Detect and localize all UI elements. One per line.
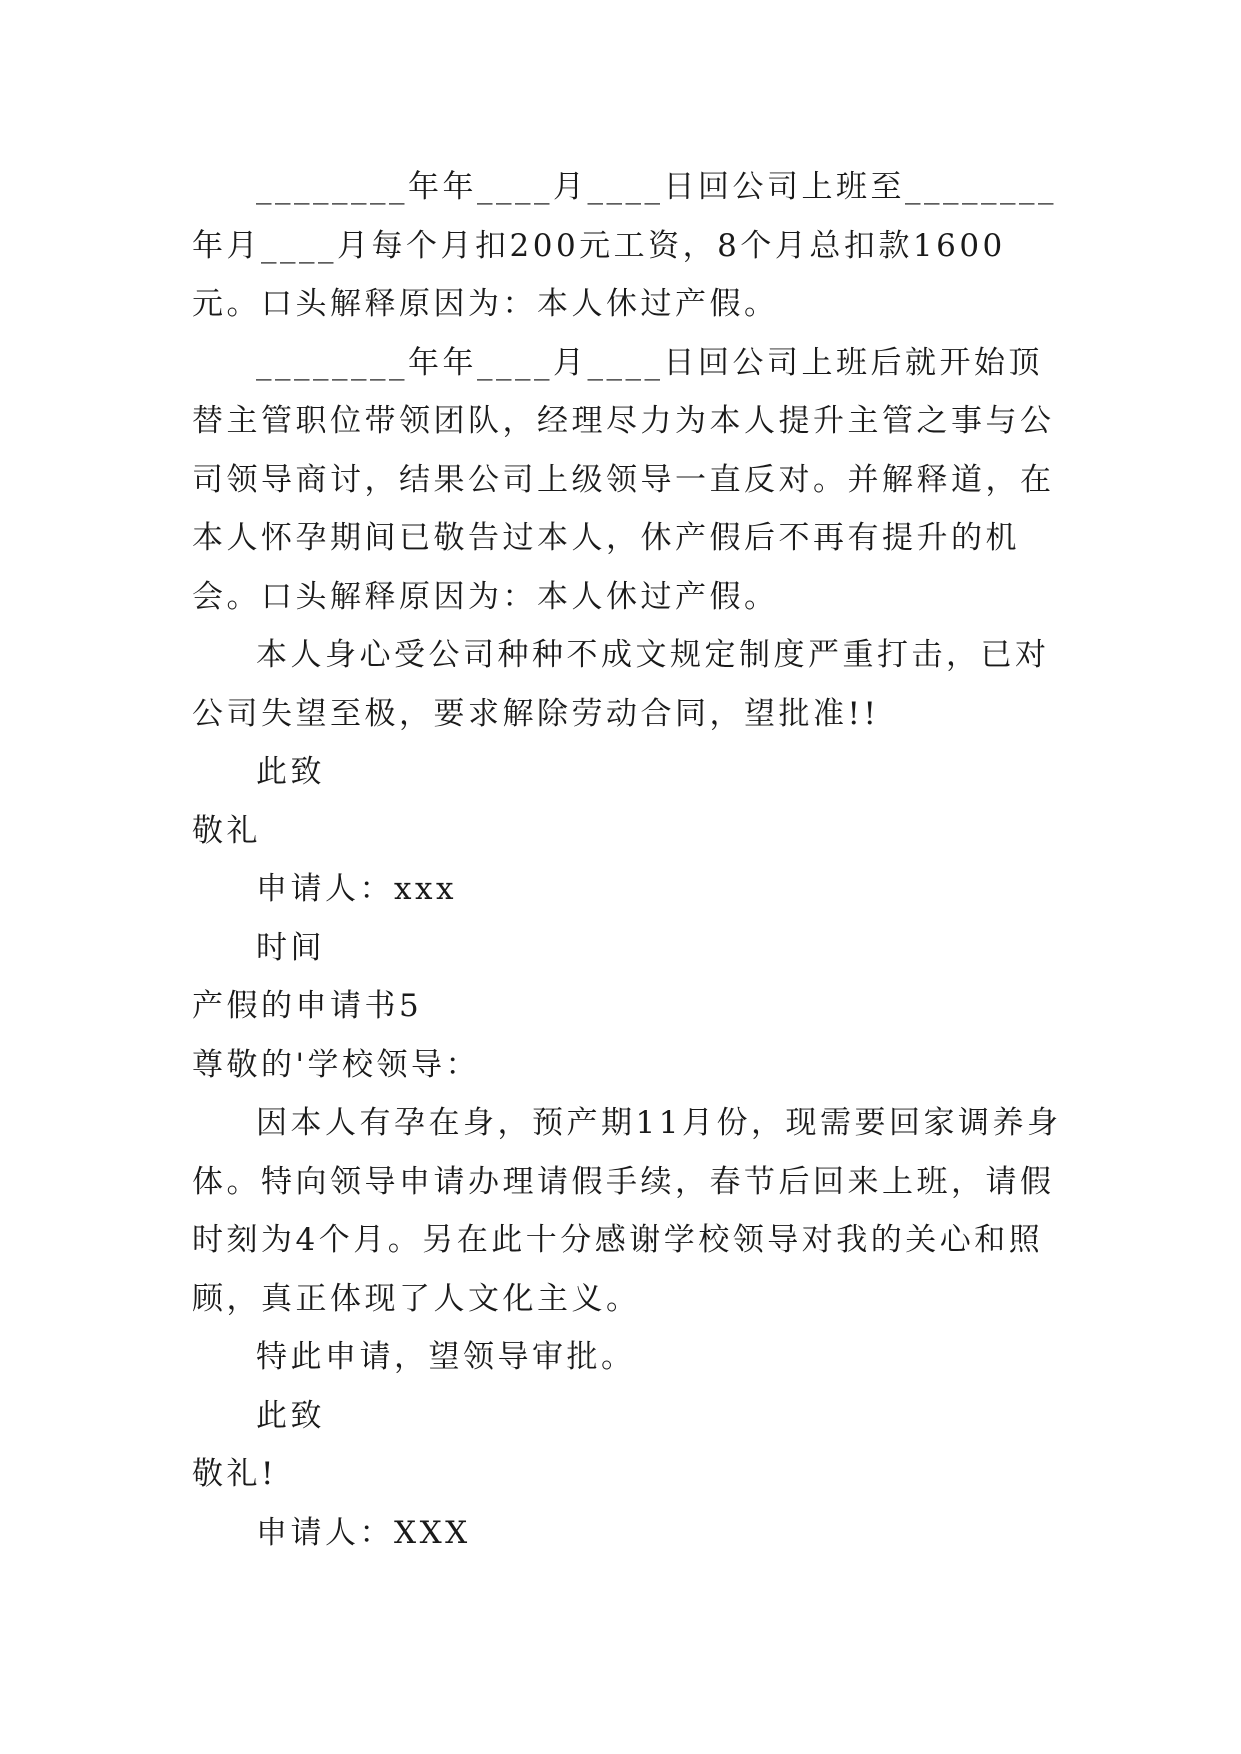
paragraph-promotion-denied: ________年年____月____日回公司上班后就开始顶替主管职位带领团队，经理尽力为本人提升主管之事与公司领导商讨，结果公司上级领导一直反对。并解释道，在本人怀孕期间已敬告过本人，休产假后不再有提升的机会。口头解释原因为：本人休过产假。 (192, 344, 1055, 615)
paragraph-leave-request: 因本人有孕在身，预产期11月份，现需要回家调养身体。特向领导申请办理请假手续，春节后回来上班，请假时刻为4个月。另在此十分感谢学校领导对我的关心和照顾，真正体现了人文化主义。 (192, 1105, 1062, 1317)
date-line: 时间 (256, 929, 325, 966)
closing-jingli: 敬礼 (192, 812, 261, 849)
applicant-signature-2: 申请人：XXX (256, 1514, 471, 1551)
applicant-signature: 申请人：xxx (256, 871, 457, 907)
section-title: 产假的申请书5 (192, 988, 423, 1024)
paragraph-contract-termination: 本人身心受公司种种不成文规定制度严重打击，已对公司失望至极，要求解除劳动合同，望批准!! (192, 637, 1050, 732)
paragraph-approval-request: 特此申请，望领导审批。 (256, 1339, 636, 1375)
closing-jingli-2: 敬礼! (192, 1456, 277, 1492)
closing-cizhi-2: 此致 (256, 1397, 325, 1434)
closing-cizhi: 此致 (256, 754, 325, 790)
salutation: 尊敬的'学校领导： (192, 1046, 481, 1083)
document-body (192, 158, 1064, 1562)
paragraph-salary-deduction: ________年年____月____日回公司上班至________年月____月每个月扣200元工资，8个月总扣款1600元。口头解释原因为：本人休过产假。 (192, 169, 1057, 322)
